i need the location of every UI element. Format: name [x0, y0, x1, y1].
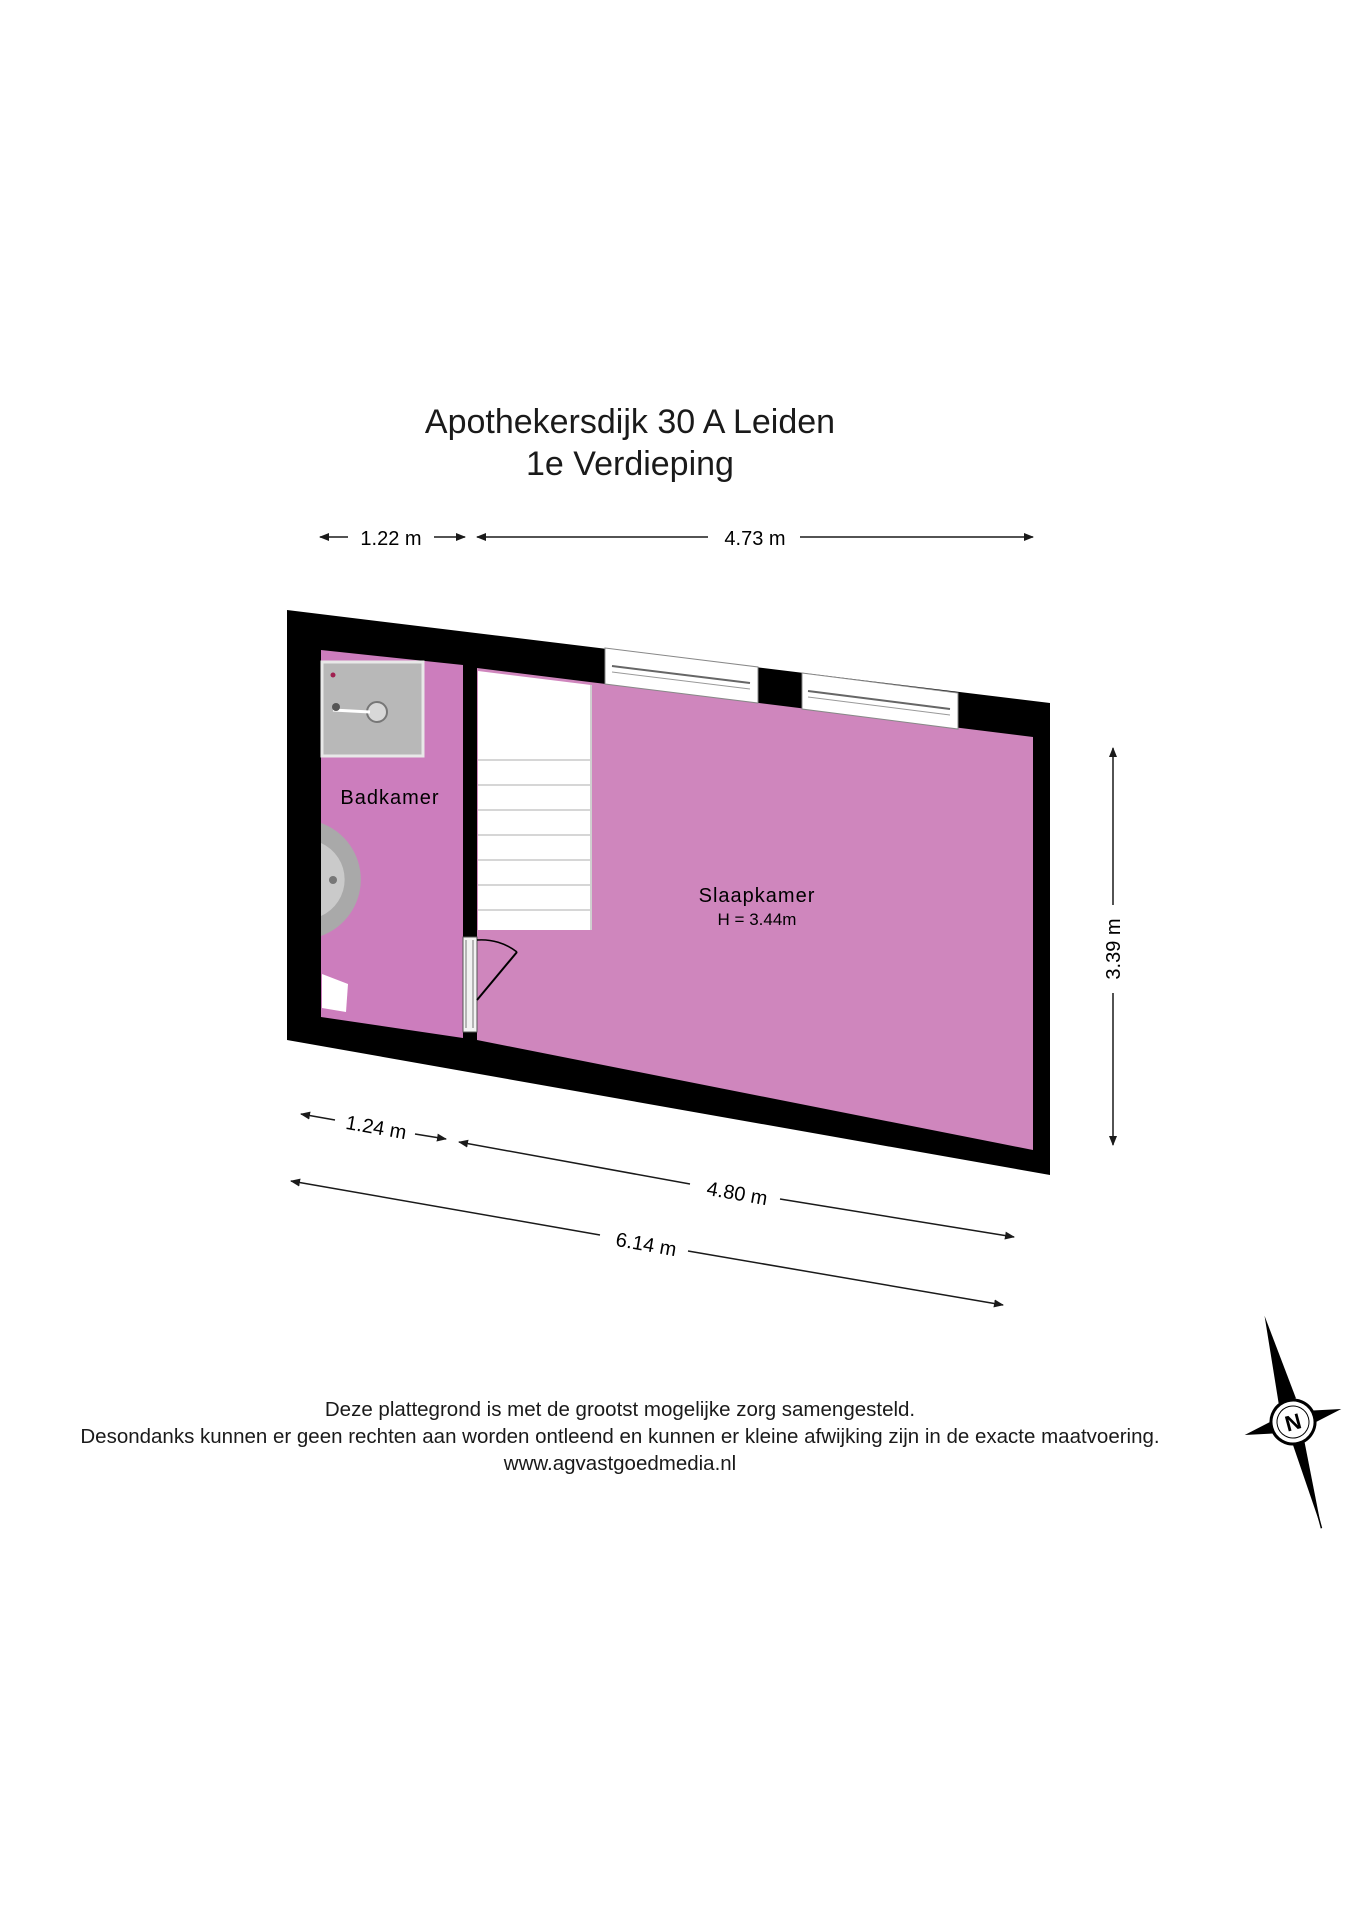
staircase — [478, 671, 591, 930]
disclaimer-line-2: Desondanks kunnen er geen rechten aan worden ontleend en kunnen er kleine afwijking zijn in de exacte maatvoering. — [80, 1425, 1160, 1448]
dimension-bottom-total — [291, 1181, 1003, 1305]
dimension-top-left — [320, 528, 465, 550]
dimension-label: 3.39 m — [1103, 918, 1125, 980]
dimension-top-right — [477, 528, 1033, 550]
dimension-bottom-middle — [459, 1142, 1014, 1237]
shower — [322, 662, 423, 756]
compass-label: N — [1282, 1408, 1305, 1437]
dimension-bottom-left — [301, 1112, 446, 1144]
dimension-label: 6.14 m — [614, 1228, 679, 1262]
dimension-label: 4.73 m — [724, 528, 786, 550]
plan-address-title: Apothekersdijk 30 A Leiden — [424, 403, 836, 441]
bathroom-label: Badkamer — [340, 787, 440, 809]
dimension-label: 1.22 m — [360, 528, 422, 550]
bedroom-height-label: H = 3.44m — [717, 910, 797, 929]
dimension-label: 4.80 m — [705, 1177, 770, 1211]
bedroom-label: Slaapkamer — [698, 885, 816, 907]
dimension-right — [1103, 748, 1125, 1145]
disclaimer-line-1: Deze plattegrond is met de grootst mogelijke zorg samengesteld. — [324, 1398, 916, 1421]
dimension-label: 1.24 m — [344, 1111, 409, 1145]
floor-title: 1e Verdieping — [526, 445, 734, 483]
disclaimer-website: www.agvastgoedmedia.nl — [503, 1452, 737, 1475]
